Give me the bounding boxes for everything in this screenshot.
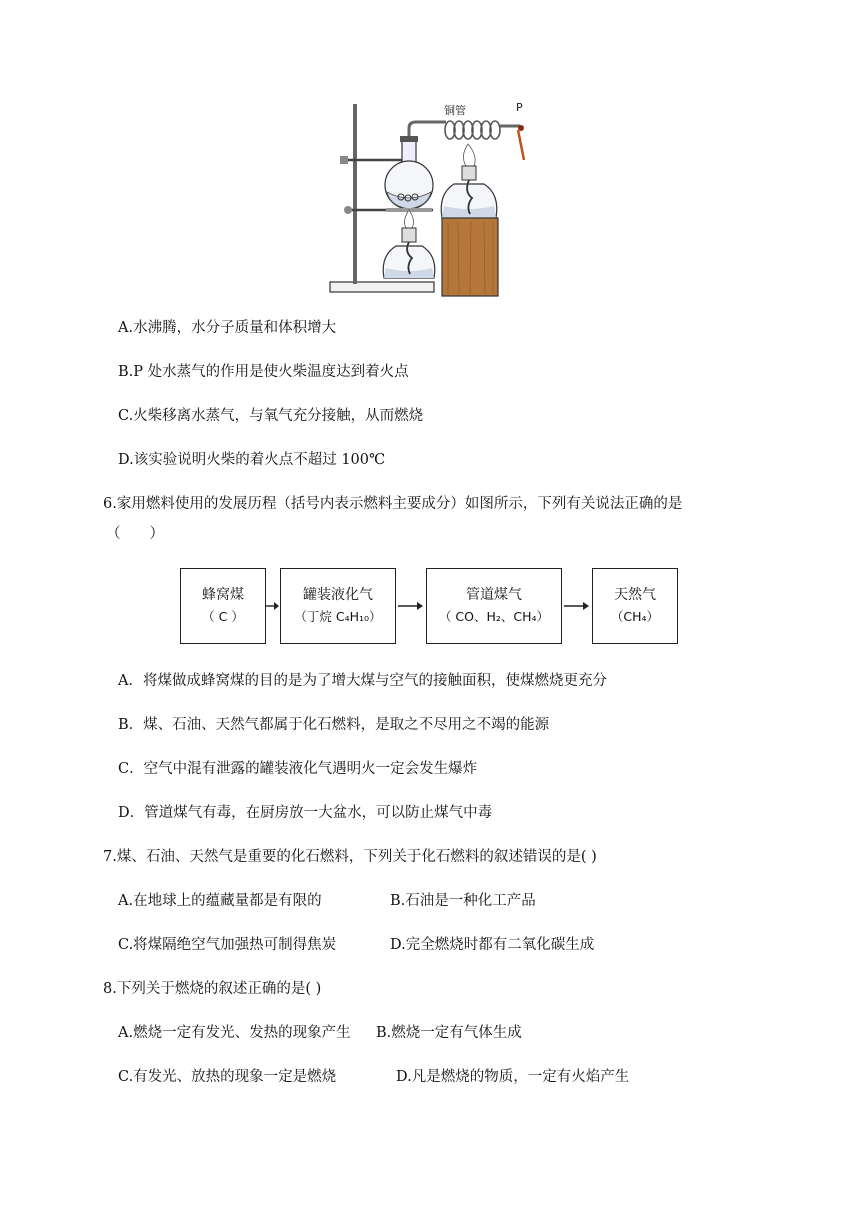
q8-option-b: B.燃烧一定有气体生成: [376, 1025, 522, 1041]
apparatus-figure: [328, 100, 532, 298]
flow-box-honeycomb-coal: [180, 568, 266, 644]
q6-option-b: B．煤、石油、天然气都属于化石燃料，是取之不尽用之不竭的能源: [118, 717, 550, 733]
flow-box-pipeline-gas: [426, 568, 562, 644]
q8-option-d: D.凡是燃烧的物质，一定有火焰产生: [396, 1069, 630, 1085]
q6-option-c: C．空气中混有泄露的罐装液化气遇明火一定会发生爆炸: [118, 761, 478, 777]
q5-option-b: B.P 处水蒸气的作用是使火柴温度达到着火点: [118, 364, 409, 380]
q6-option-d: D．管道煤气有毒，在厨房放一大盆水，可以防止煤气中毒: [118, 805, 493, 821]
q7-stem: 7.煤、石油、天然气是重要的化石燃料，下列关于化石燃料的叙述错误的是( ): [103, 849, 597, 865]
q6-stem: 6.家用燃料使用的发展历程（括号内表示燃料主要成分）如图所示，下列有关说法正确的是: [103, 496, 683, 512]
flow-arrow-icon: [564, 599, 590, 613]
q5-option-c: C.火柴移离水蒸气，与氧气充分接触，从而燃烧: [118, 408, 424, 424]
flow-name: 蜂窝煤: [202, 587, 244, 603]
flow-component: （ CO、H₂、CH₄）: [438, 609, 550, 624]
flow-component: （ C ）: [202, 609, 244, 624]
flow-component: （CH₄）: [610, 609, 660, 624]
flow-box-lpg: [280, 568, 396, 644]
flow-name: 天然气: [614, 587, 656, 603]
q7-option-b: B.石油是一种化工产品: [390, 893, 536, 909]
flow-box-natural-gas: [592, 568, 678, 644]
q7-option-c: C.将煤隔绝空气加强热可制得焦炭: [118, 937, 337, 953]
q8-option-c: C.有发光、放热的现象一定是燃烧: [118, 1069, 337, 1085]
q7-option-d: D.完全燃烧时都有二氧化碳生成: [390, 937, 595, 953]
point-p-label: P: [516, 101, 523, 114]
q8-stem: 8.下列关于燃烧的叙述正确的是( ): [103, 981, 322, 997]
q6-option-a: A．将煤做成蜂窝煤的目的是为了增大煤与空气的接触面积，使煤燃烧更充分: [118, 673, 607, 689]
q6-stem-paren: （ ）: [106, 526, 164, 542]
flow-name: 罐装液化气: [303, 587, 373, 603]
flow-name: 管道煤气: [466, 587, 522, 603]
copper-tube-label: 铜管: [444, 104, 466, 117]
flow-component: （丁烷 C₄H₁₀）: [294, 609, 382, 624]
q5-option-d: D.该实验说明火柴的着火点不超过 100℃: [118, 452, 386, 468]
flow-arrow-icon: [266, 599, 280, 613]
q5-option-a: A.水沸腾，水分子质量和体积增大: [118, 320, 337, 336]
q7-option-a: A.在地球上的蕴藏量都是有限的: [118, 893, 322, 909]
flow-arrow-icon: [398, 599, 424, 613]
q8-option-a: A.燃烧一定有发光、发热的现象产生: [118, 1025, 351, 1041]
